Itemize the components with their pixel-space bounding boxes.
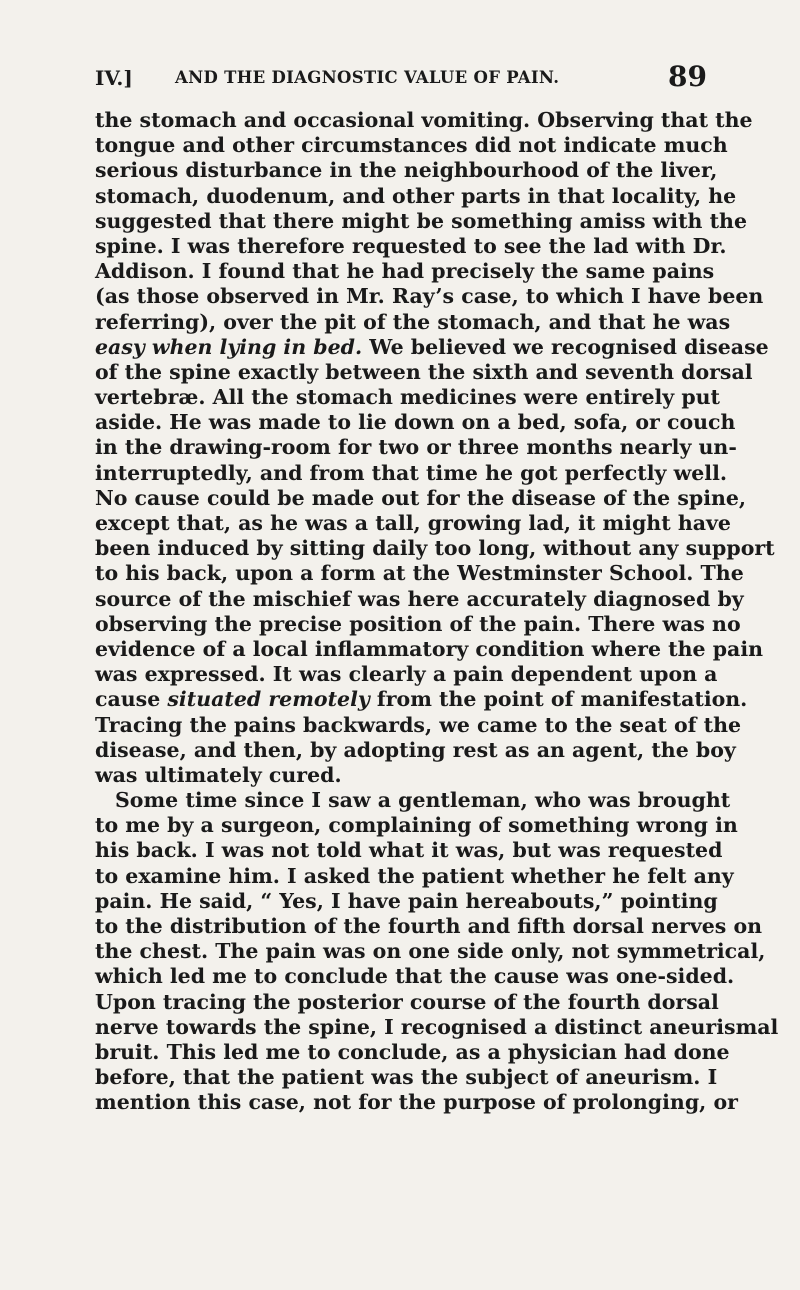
italic-phrase: easy when lying in bed. — [95, 334, 363, 359]
text-line: stomach, duodenum, and other parts in that locality, he — [95, 183, 737, 208]
text-line: mention this case, not for the purpose of prolonging, or — [95, 1090, 738, 1115]
text-line: which led me to conclude that the cause was one-sided. — [95, 964, 735, 989]
running-header — [95, 60, 707, 98]
text-line: disease, and then, by adopting rest as an agent, the boy — [95, 737, 736, 762]
text-line: to the distribution of the fourth and fifth dorsal nerves on — [95, 914, 763, 938]
running-title: AND THE DIAGNOSTIC VALUE OF PAIN. — [175, 68, 560, 87]
text-line: aside. He was made to lie down on a bed, sofa, or couch — [95, 410, 736, 435]
italic-phrase: situated remotely — [167, 687, 370, 712]
text-line: Tracing the pains backwards, we came to the seat of the — [95, 712, 742, 737]
text-line: tongue and other circumstances did not indicate much — [95, 133, 728, 158]
text-line: easy when lying in bed. We believed we recognised disease — [95, 334, 769, 359]
text-line: the chest. The pain was on one side only, not symmetrical, — [95, 939, 766, 964]
text-line: spine. I was therefore requested to see the lad with Dr. — [95, 233, 727, 258]
text-line: cause situated remotely from the point of manifestation. — [95, 687, 748, 712]
text-line: before, that the patient was the subject of aneurism. I — [95, 1065, 718, 1090]
text-line: was expressed. It was clearly a pain dependent upon a — [95, 662, 718, 687]
text-line: interruptedly, and from that time he got perfectly well. — [95, 460, 727, 485]
text-line: except that, as he was a tall, growing lad, it might have — [95, 511, 731, 535]
text-line: pain. He said, “ Yes, I have pain hereabouts,” pointing — [95, 888, 718, 913]
text-line: to examine him. I asked the patient whether he felt any — [95, 863, 734, 888]
text-line: Addison. I found that he had precisely the same pains — [95, 259, 715, 284]
body-text — [95, 108, 779, 1116]
text-line: serious disturbance in the neighbourhood of the liver, — [95, 158, 718, 183]
text-line: observing the precise position of the pain. There was no — [95, 611, 741, 636]
text-line: suggested that there might be something amiss with the — [95, 208, 748, 233]
text-line: bruit. This led me to conclude, as a physician had done — [95, 1039, 730, 1064]
text-line: of the spine exactly between the sixth and seventh dorsal — [95, 359, 753, 384]
text-line: been induced by sitting daily too long, without any support — [95, 536, 775, 561]
text-line: No cause could be made out for the disease of the spine, — [95, 485, 747, 510]
text-line: to his back, upon a form at the Westminster School. The — [95, 561, 744, 586]
text-line: referring), over the pit of the stomach, and that he was — [95, 309, 731, 334]
page-number: 89 — [668, 60, 707, 93]
text-line: Upon tracing the posterior course of the fourth dorsal — [95, 989, 719, 1014]
section-number: IV.] — [95, 66, 133, 90]
text-line: (as those observed in Mr. Ray’s case, to which I have been — [95, 284, 764, 309]
text-line: nerve towards the spine, I recognised a distinct aneurismal — [95, 1014, 779, 1039]
text-line: his back. I was not told what it was, but was requested — [95, 838, 723, 863]
text-line: was ultimately cured. — [95, 762, 342, 787]
text-line: source of the mischief was here accurately diagnosed by — [95, 586, 744, 611]
text-line: in the drawing-room for two or three months nearly un- — [95, 435, 737, 460]
text-line: evidence of a local inflammatory condition where the pain — [95, 636, 764, 661]
text-line: to me by a surgeon, complaining of something wrong in — [95, 813, 738, 838]
text-line: Some time since I saw a gentleman, who was brought — [115, 788, 731, 813]
text-line: the stomach and occasional vomiting. Observing that the — [95, 108, 753, 132]
text-line: vertebræ. All the stomach medicines were entirely put — [95, 385, 721, 410]
